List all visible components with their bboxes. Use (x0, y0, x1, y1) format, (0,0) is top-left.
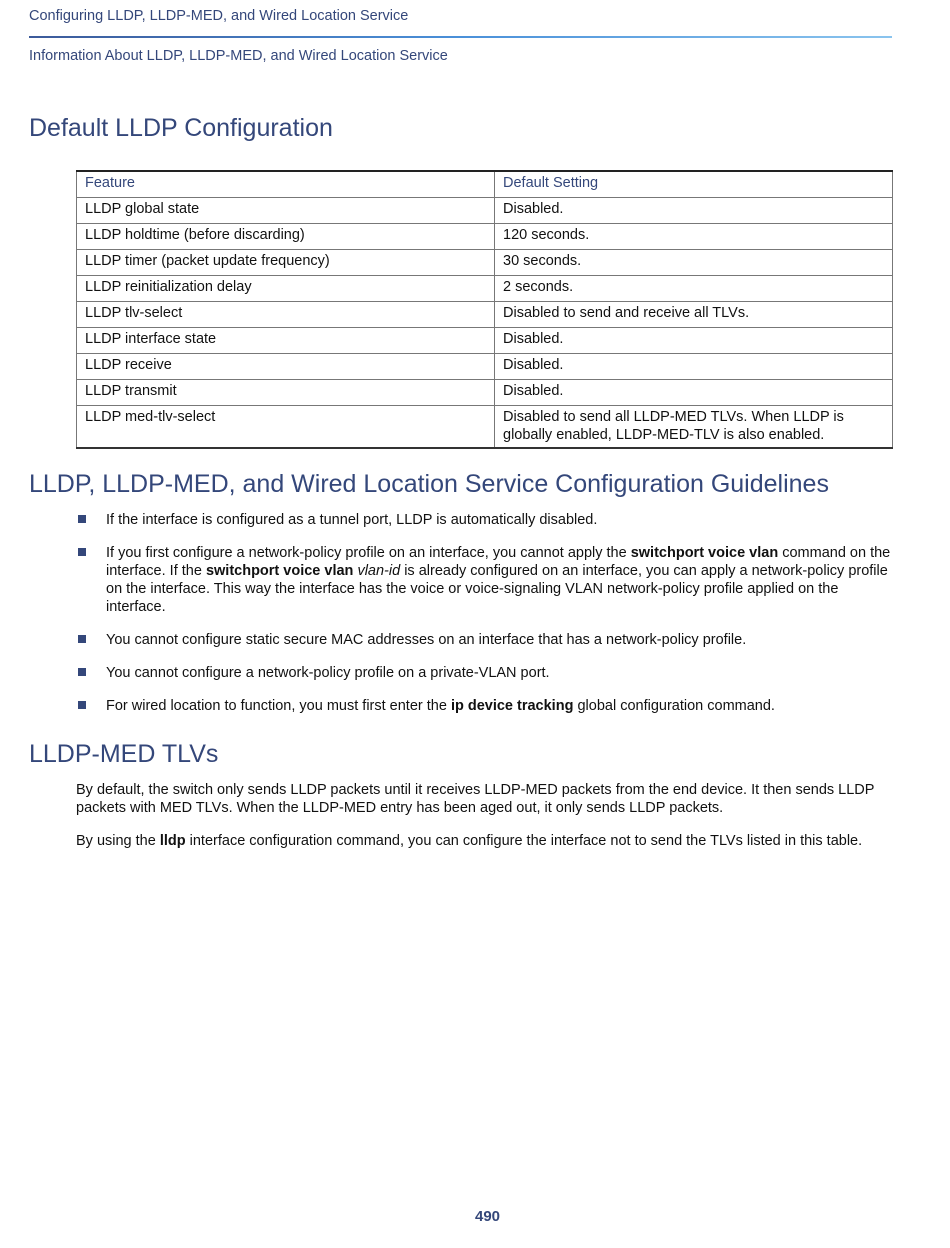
default-setting-cell: Disabled. (495, 354, 893, 380)
command-keyword: switchport voice vlan (205, 563, 354, 579)
command-keyword: switchport voice vlan (630, 545, 779, 561)
feature-cell: LLDP tlv-select (77, 302, 495, 328)
command-keyword: lldp (159, 833, 186, 849)
default-setting-cell: Disabled. (495, 328, 893, 354)
table-row (77, 380, 893, 406)
list-item (76, 511, 892, 529)
paragraph-text: By using the (76, 833, 160, 849)
default-setting-cell: 30 seconds. (495, 250, 893, 276)
square-bullet-icon (78, 668, 86, 676)
table-row (77, 224, 893, 250)
feature-cell: LLDP timer (packet update frequency) (77, 250, 495, 276)
page-number: 490 (474, 1208, 501, 1225)
command-argument: vlan-id (357, 563, 401, 579)
square-bullet-icon (78, 701, 86, 709)
table-row (77, 198, 893, 224)
list-item (76, 697, 892, 715)
square-bullet-icon (78, 548, 86, 556)
guideline-text: For wired location to function, you must first enter the (106, 698, 451, 714)
tlvs-paragraph-1: By default, the switch only sends LLDP packets until it receives LLDP-MED packets from the end device. It then sends LLDP packets with MED TLVs. When the LLDP-MED entry has been aged out, it only sends LLDP packets. (76, 782, 875, 816)
guideline-text: You cannot configure static secure MAC addresses on an interface that has a network-policy profile. (106, 632, 747, 648)
default-setting-cell: Disabled. (495, 380, 893, 406)
table-row (77, 302, 893, 328)
feature-cell: LLDP reinitialization delay (77, 276, 495, 302)
table-row (77, 406, 893, 449)
guidelines-heading: LLDP, LLDP-MED, and Wired Location Service Configuration Guidelines (29, 470, 829, 498)
column-header-feature: Feature (77, 171, 495, 198)
header-divider (29, 36, 892, 38)
table-row (77, 328, 893, 354)
paragraph-text: interface configuration command, you can configure the interface not to send the TLVs listed in this table. (185, 833, 863, 849)
feature-cell: LLDP interface state (77, 328, 495, 354)
square-bullet-icon (78, 635, 86, 643)
feature-cell: LLDP holdtime (before discarding) (77, 224, 495, 250)
guideline-text: If you first configure a network-policy profile on an interface, you cannot apply the (106, 545, 631, 561)
default-setting-cell: 2 seconds. (495, 276, 893, 302)
default-setting-cell: Disabled to send all LLDP-MED TLVs. When LLDP is globally enabled, LLDP-MED-TLV is also enabled. (495, 406, 893, 449)
column-header-default-setting: Default Setting (495, 171, 893, 198)
default-setting-cell: Disabled to send and receive all TLVs. (495, 302, 893, 328)
feature-cell: LLDP med-tlv-select (77, 406, 495, 449)
guidelines-list (76, 511, 892, 730)
square-bullet-icon (78, 515, 86, 523)
list-item (76, 544, 892, 616)
command-keyword: ip device tracking (450, 698, 574, 714)
lldp-med-tlvs-heading: LLDP-MED TLVs (29, 740, 219, 768)
table-row (77, 250, 893, 276)
guideline-text: global configuration command. (573, 698, 775, 714)
list-item (76, 664, 892, 682)
table-row (77, 276, 893, 302)
list-item (76, 631, 892, 649)
default-config-table (76, 170, 893, 449)
feature-cell: LLDP global state (77, 198, 495, 224)
guideline-text: If the interface is configured as a tunnel port, LLDP is automatically disabled. (106, 512, 598, 528)
default-setting-cell: Disabled. (495, 198, 893, 224)
tlvs-paragraph-2 (76, 832, 892, 850)
feature-cell: LLDP receive (77, 354, 495, 380)
guideline-text: command on the interface. If the (106, 545, 891, 579)
feature-cell: LLDP transmit (77, 380, 495, 406)
guideline-text: is already configured on an interface, you can apply a network-policy profile on the interface. This way the interface has the voice or voice-signaling VLAN network-policy profile applied on the interface. (106, 563, 888, 615)
guideline-text: You cannot configure a network-policy profile on a private-VLAN port. (106, 665, 550, 681)
default-config-heading: Default LLDP Configuration (29, 114, 333, 142)
default-setting-cell: 120 seconds. (495, 224, 893, 250)
table-header-row (77, 171, 893, 198)
header-section-title: Information About LLDP, LLDP-MED, and Wired Location Service (29, 48, 448, 64)
header-chapter-title: Configuring LLDP, LLDP-MED, and Wired Location Service (29, 8, 409, 24)
table-row (77, 354, 893, 380)
